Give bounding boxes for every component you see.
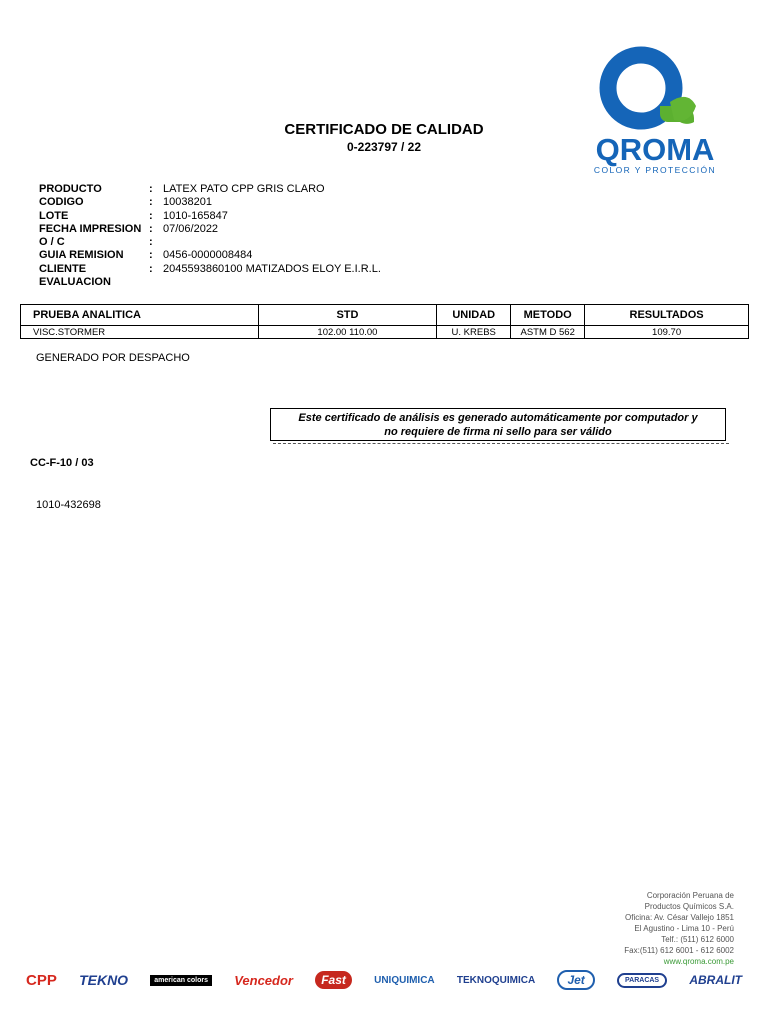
corporate-line: Oficina: Av. César Vallejo 1851 [625,913,734,922]
logo-tagline: COLOR Y PROTECCIÓN [593,165,717,175]
info-row-oc [39,236,381,249]
brand-logo-paracas: PARACAS [617,973,667,988]
column-header-metodo: METODO [511,305,585,326]
info-colon [149,276,163,289]
corporate-line: Productos Químicos S.A. [644,902,734,911]
cell-prueba: VISC.STORMER [21,326,259,339]
info-colon: : [149,262,153,275]
info-label: O / C [39,236,65,249]
info-row-lote [39,210,381,223]
cell-std: 102.00 110.00 [258,326,437,339]
brand-logo-fast: Fast [315,971,352,989]
info-label: PRODUCTO [39,183,102,195]
column-header-prueba: PRUEBA ANALITICA [21,305,259,326]
corporate-address [624,890,734,967]
info-label: FECHA IMPRESION [39,222,142,235]
info-colon: : [149,222,153,235]
corporate-line: Corporación Peruana de [646,891,734,900]
info-label: LOTE [39,209,69,222]
info-colon: : [149,249,153,262]
brand-logo-teknoquimica: TEKNOQUIMICA [456,974,536,986]
column-header-unidad: UNIDAD [437,305,511,326]
info-colon: : [149,183,153,195]
info-value: LATEX PATO CPP GRIS CLARO [163,183,325,195]
brand-logo-tekno: TEKNO [79,972,129,988]
info-row-codigo [39,196,381,209]
form-code: CC-F-10 / 03 [30,457,94,469]
info-value: 1010-165847 [163,209,228,222]
corporate-line: El Agustino - Lima 10 - Perú [634,924,734,933]
notice-line-1: Este certificado de análisis es generado automáticamente por computador y [298,412,698,424]
info-row-producto [39,183,381,196]
cell-resultados: 109.70 [585,326,749,339]
certificate-title: CERTIFICADO DE CALIDAD [284,121,484,138]
info-label: GUIA REMISION [39,249,124,262]
corporate-website: www.qroma.com.pe [663,957,734,966]
auto-generated-notice [270,408,726,441]
table-header-row [21,305,749,326]
qroma-logo [578,44,733,179]
cell-metodo: ASTM D 562 [511,326,585,339]
qroma-logo-mark [578,44,733,179]
info-colon: : [149,196,153,209]
info-colon: : [149,209,153,222]
product-info [39,183,381,289]
generado-note: GENERADO POR DESPACHO [36,352,190,364]
results-table [20,304,749,339]
brand-logo-american-colors: american colors [150,975,212,986]
info-row-evaluacion [39,276,381,289]
info-row-cliente [39,263,381,276]
info-value: 0456-0000008484 [163,249,253,262]
corporate-line: Telf.: (511) 612 6000 [661,935,734,944]
notice-line-2: no requiere de firma ni sello para ser válido [384,425,612,438]
column-header-resultados: RESULTADOS [585,305,749,326]
column-header-std: STD [258,305,437,326]
certificate-number: 0-223797 / 22 [346,140,422,154]
brand-logo-jet: Jet [557,970,594,990]
info-value: 10038201 [163,196,212,209]
brand-logo-uniquimica: UNIQUIMICA [374,974,435,986]
info-row-fecha-impresion [39,223,381,236]
info-value: 07/06/2022 [163,222,219,235]
info-colon: : [149,236,153,249]
cell-unidad: U. KREBS [437,326,511,339]
brand-logo-abralit: ABRALIT [689,973,742,987]
table-row [21,326,749,339]
brand-logo-vencedor: Vencedor [234,972,293,988]
lote-code: 1010-432698 [36,499,101,511]
info-label: CODIGO [39,196,84,209]
logo-wordmark: QROMA [595,132,715,167]
info-label: CLIENTE [39,262,87,275]
brand-logo-cpp: CPP [26,971,57,989]
info-value: 2045593860100 MATIZADOS ELOY E.I.R.L. [163,262,381,275]
info-label: EVALUACION [39,276,111,289]
brand-logos-row [26,966,742,994]
info-row-guia-remision [39,249,381,262]
corporate-line: Fax:(511) 612 6001 - 612 6002 [624,946,734,955]
